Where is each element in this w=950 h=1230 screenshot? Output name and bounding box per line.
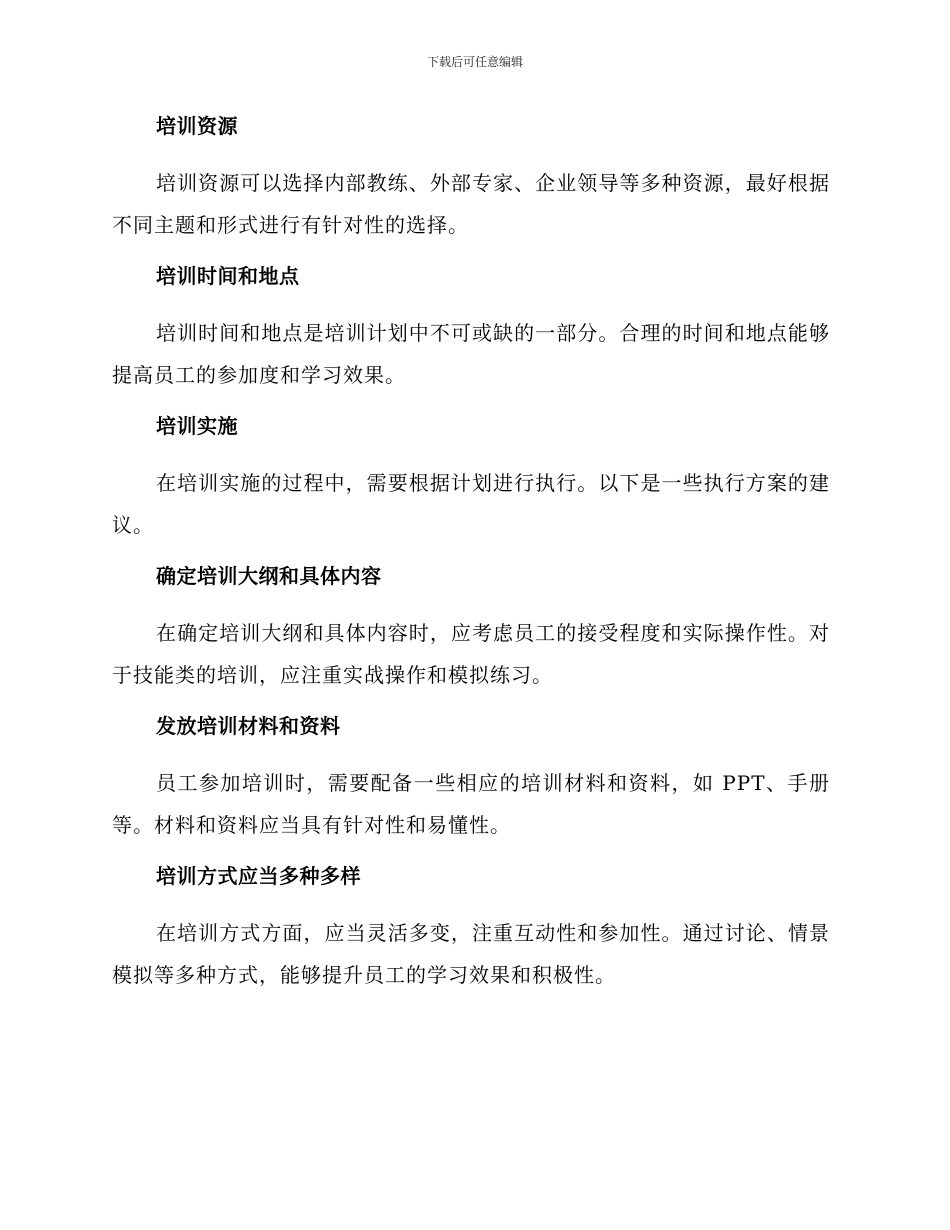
section-paragraph: 在确定培训大纲和具体内容时，应考虑员工的接受程度和实际操作性。对于技能类的培训，应注重实战操作和模拟练习。 bbox=[112, 621, 830, 687]
section-paragraph: 培训时间和地点是培训计划中不可或缺的一部分。合理的时间和地点能够提高员工的参加度和学习效果。 bbox=[112, 321, 830, 387]
section-training-resources bbox=[112, 110, 830, 246]
document-body bbox=[112, 110, 830, 1010]
section-materials bbox=[112, 710, 830, 846]
section-training-methods bbox=[112, 860, 830, 996]
section-heading: 确定培训大纲和具体内容 bbox=[156, 564, 382, 588]
section-paragraph: 员工参加培训时，需要配备一些相应的培训材料和资料，如 PPT、手册等。材料和资料应当具有针对性和易懂性。 bbox=[112, 771, 830, 837]
section-heading: 培训实施 bbox=[156, 414, 238, 438]
section-paragraph: 在培训方式方面，应当灵活多变，注重互动性和参加性。通过讨论、情景模拟等多种方式，能够提升员工的学习效果和积极性。 bbox=[112, 921, 830, 987]
section-outline-content bbox=[112, 560, 830, 696]
section-training-implementation bbox=[112, 410, 830, 546]
section-heading: 培训方式应当多种多样 bbox=[156, 864, 361, 888]
section-heading: 发放培训材料和资料 bbox=[156, 714, 341, 738]
section-paragraph: 在培训实施的过程中，需要根据计划进行执行。以下是一些执行方案的建议。 bbox=[112, 471, 830, 537]
header-note: 下载后可任意编辑 bbox=[426, 55, 523, 69]
section-training-time-location bbox=[112, 260, 830, 396]
section-heading: 培训时间和地点 bbox=[156, 264, 300, 288]
section-heading: 培训资源 bbox=[156, 114, 238, 138]
section-paragraph: 培训资源可以选择内部教练、外部专家、企业领导等多种资源，最好根据不同主题和形式进行有针对性的选择。 bbox=[112, 171, 830, 237]
